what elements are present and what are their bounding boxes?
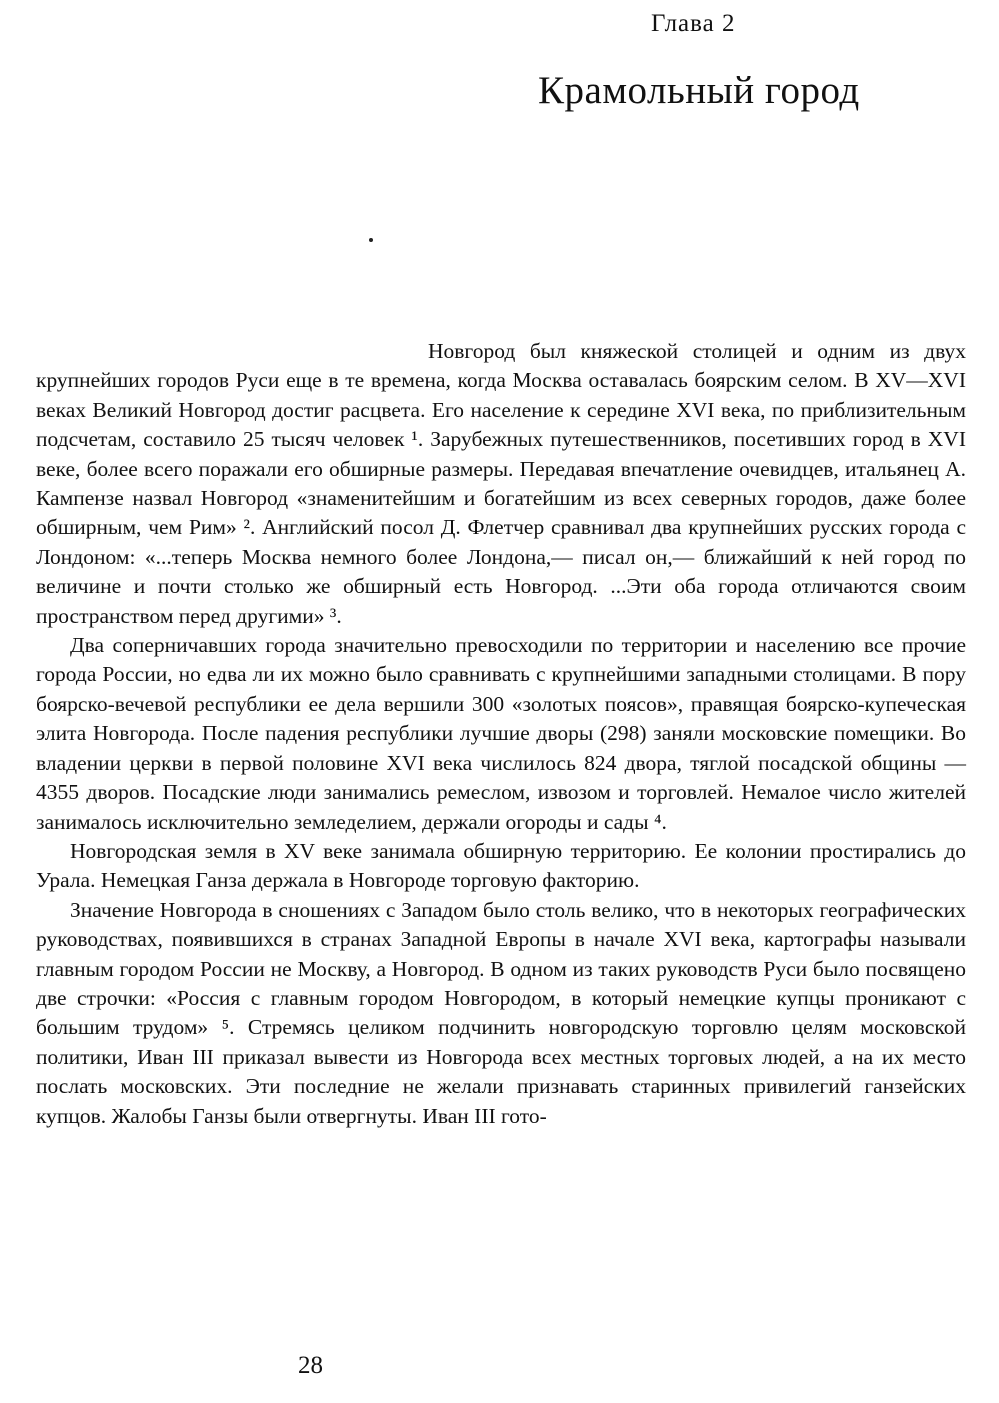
paragraph: Новгородская земля в XV веке занимала обширную территорию. Ее колонии простирались до Урала. Немецкая Ганза держала в Новгороде торговую факторию. [36,838,966,893]
chapter-title: Крамольный город [538,69,860,112]
paragraph: Новгород был княжеской столицей и одним из двух крупнейших городов Руси еще в те времена, когда Москва оставалась боярским селом. В XV—XVI веках Великий Новгород достиг расцвета. Его население к середине XVI века, по приблизительным подсчетам, составило 25 тысяч человек ¹. Зарубежных путешественников, посетивших город в XVI веке, более всего поражали его обширные размеры. Передавая впечатление очевидцев, итальянец А. Кампензе назвал Новгород «знаменитейшим и богатейшим из всех северных городов, даже более обширным, чем Рим» ². Английский посол Д. Флетчер сравнивал два крупнейших русских города с Лондоном: «...теперь Москва немного более Лондона,— писал он,— ближайший к ней город по величине и почти столько же обширный есть Новгород. ...Эти оба города отличаются своим пространством перед другими» ³. [36,339,966,628]
paragraph: Значение Новгорода в сношениях с Западом было столь велико, что в некоторых географических руководствах, появившихся в странах Западной Европы в начале XVI века, картографы называли главным городом России не Москву, а Новгород. В одном из таких руководств Руси было посвящено две строчки: «Россия с главным городом Новгородом, в который немецкие купцы проникают с большим трудом» ⁵. Стремясь целиком подчинить новгородскую торговлю целям московской политики, Иван III приказал вывести из Новгорода всех местных торговых людей, а на их место послать московских. Эти последние не желали признавать старинных привилегий ганзейских купцов. Жалобы Ганзы были отвергнуты. Иван III гото- [36,897,966,1128]
body-text [36,337,966,1131]
chapter-label: Глава 2 [651,10,736,37]
paragraph: Два соперничавших города значительно превосходили по территории и населению все прочие города России, но едва ли их можно было сравнивать с крупнейшими западными столицами. В пору боярско-вечевой республики ее дела вершили 300 «золотых поясов», правящая боярско-купеческая элита Новгорода. После падения республики лучшие дворы (298) заняли московские помещики. Во владении церкви в первой половине XVI века числилось 824 двора, тяглой посадской общины — 4355 дворов. Посадские люди занимались ремеслом, извозом и торговлей. Немалое число жителей занималось исключительно земледелием, держали огороды и сады ⁴. [36,633,966,834]
page-number: 28 [298,1352,323,1379]
stray-dot [369,238,373,242]
